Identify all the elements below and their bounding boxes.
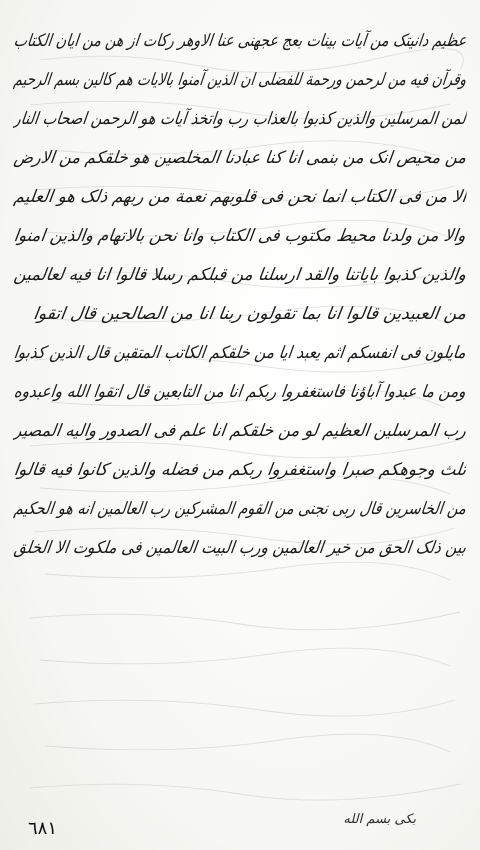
- text-line: الا من فی الکتاب انما نحن فی قلوبهم نعمة من ربهم ذلک هو العلیم: [12, 187, 468, 207]
- text-line: مایلون فی انفسکم اثم یعبد ایا من خلقکم الکاتب المتقین قال الذین کذبوا: [12, 343, 468, 363]
- text-line: بین ذلک الحق من خیر العالمین ورب البیت العالمین فی ملکوت الا الخلق: [12, 538, 468, 558]
- text-line: ومن ما عبدوا آباؤنا فاستغفروا ربکم انا من التابعین قال اتقوا الله واعبدوه: [12, 382, 468, 402]
- signature-note: بکی بسم الله: [343, 812, 416, 827]
- text-lines: [14, 22, 466, 568]
- text-line: ثلث وجوهکم صبرا واستغفروا ربکم من فضله والذین کانوا فیه قالوا: [12, 460, 468, 480]
- text-line: والا من ولدنا محیط مکتوب فی الکتاب وانا نحن بالاتهام والذین امنوا: [12, 226, 468, 246]
- text-line: لمن المرسلین والذین کذبوا بالعذاب رب واتخذ آیات هو الرحمن اصحاب النار: [12, 109, 468, 129]
- text-line: والذین کذبوا بایاتنا والقد ارسلنا من قبلکم رسلا قالوا انا فیه لعالمین: [12, 265, 468, 285]
- text-line: من محیص انک من بنمی انا کنا عبادنا المخلصین هو خلقکم من الارض: [12, 148, 468, 168]
- text-line: وقرآن فیه من لرحمن ورحمة للفضلی ان الذین آمنوا بالایات هم کالین بسم الرحیم: [12, 70, 468, 90]
- page-number: ٦٨١: [28, 818, 58, 839]
- text-line: عظیم دانیتک من آیات بینات بعج عجهنی عنا الاوهر رکات از هن من ایان الکتاب: [12, 31, 468, 51]
- text-line: من العبیدین قالوا انا بما تقولون ربنا انا من الصالحین قال اتقوا: [32, 304, 468, 324]
- text-line: من الخاسرین قال ربی نجنی من القوم المشرکین رب العالمین انه هو الحکیم: [12, 499, 468, 519]
- text-line: رب المرسلین العظیم لو من خلقکم انا علم فی الصدور والیه المصیر: [12, 421, 468, 441]
